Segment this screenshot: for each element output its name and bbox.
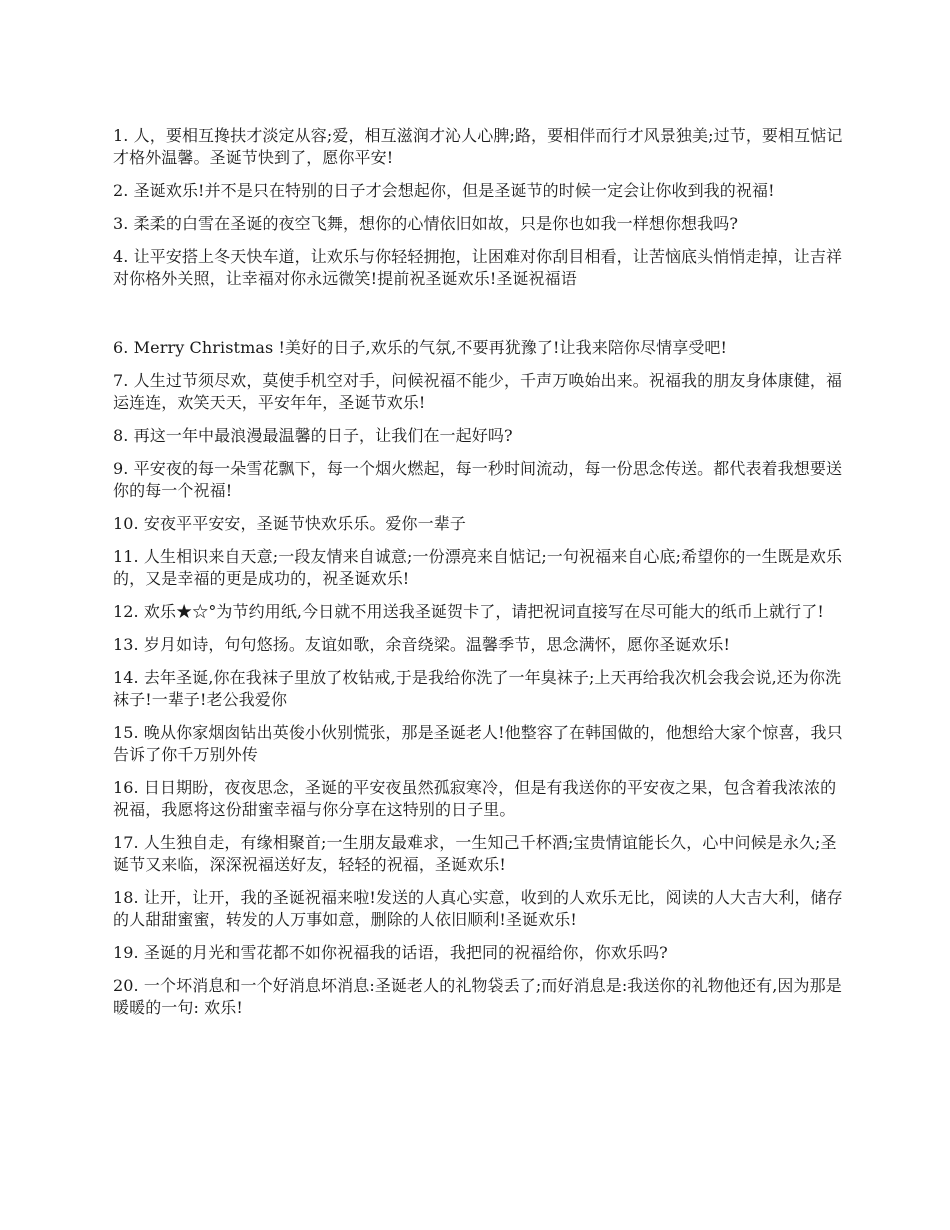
list-item: 17. 人生独自走，有缘相聚首;一生朋友最难求，一生知己千杯酒;宝贵情谊能长久，心中问候是永久;圣诞节又来临，深深祝福送好友，轻轻的祝福，圣诞欢乐! [113, 833, 837, 874]
list-item: 15. 晚从你家烟囱钻出英俊小伙别慌张，那是圣诞老人!他整容了在韩国做的，他想给大家个惊喜，我只告诉了你千万别外传 [113, 723, 843, 764]
list-item: 4. 让平安搭上冬天快车道，让欢乐与你轻轻拥抱，让困难对你刮目相看，让苦恼底头悄悄走掉，让吉祥对你格外关照，让幸福对你永远微笑!提前祝圣诞欢乐!圣诞祝福语 [113, 247, 843, 288]
list-item: 16. 日日期盼，夜夜思念，圣诞的平安夜虽然孤寂寒冷，但是有我送你的平安夜之果，包含着我浓浓的祝福，我愿将这份甜蜜幸福与你分享在这特别的日子里。 [113, 778, 837, 819]
list-item: 8. 再这一年中最浪漫最温馨的日子，让我们在一起好吗? [113, 426, 513, 445]
list-item: 7. 人生过节须尽欢，莫使手机空对手，问候祝福不能少，千声万唤始出来。祝福我的朋友身体康健，福运连连，欢笑天天，平安年年，圣诞节欢乐! [113, 371, 843, 412]
list-item: 13. 岁月如诗，句句悠扬。友谊如歌，余音绕梁。温馨季节，思念满怀，愿你圣诞欢乐! [113, 635, 731, 654]
list-item: 9. 平安夜的每一朵雪花飘下，每一个烟火燃起，每一秒时间流动，每一份思念传送。都代表着我想要送你的每一个祝福! [113, 459, 843, 500]
list-item: 11. 人生相识来自天意;一段友情来自诚意;一份漂亮来自惦记;一句祝福来自心底;希望你的一生既是欢乐的，又是幸福的更是成功的，祝圣诞欢乐! [113, 547, 843, 588]
list-item: 2. 圣诞欢乐!并不是只在特别的日子才会想起你，但是圣诞节的时候一定会让你收到我的祝福! [113, 181, 775, 200]
list-item: 10. 安夜平平安安，圣诞节快欢乐乐。爱你一辈子 [113, 514, 466, 533]
list-item: 14. 去年圣诞,你在我袜子里放了枚钻戒,于是我给你洗了一年臭袜子;上天再给我次机会我会说,还为你洗袜子!一辈子!老公我爱你 [113, 668, 842, 709]
list-item: 20. 一个坏消息和一个好消息坏消息:圣诞老人的礼物袋丢了;而好消息是:我送你的礼物他还有,因为那是暖暖的一句: 欢乐! [113, 976, 842, 1017]
list-item: 6. Merry Christmas !美好的日子,欢乐的气氛,不要再犹豫了!让我来陪你尽情享受吧! [113, 338, 728, 357]
list-item: 18. 让开，让开，我的圣诞祝福来啦!发送的人真心实意，收到的人欢乐无比，阅读的人大吉大利，储存的人甜甜蜜蜜，转发的人万事如意，删除的人依旧顺利!圣诞欢乐! [113, 888, 843, 929]
document-body [113, 125, 843, 1030]
list-item: 12. 欢乐★☆°为节约用纸,今日就不用送我圣诞贺卡了，请把祝词直接写在尽可能大的纸币上就行了! [113, 602, 824, 621]
list-item: 3. 柔柔的白雪在圣诞的夜空飞舞，想你的心情依旧如故，只是你也如我一样想你想我吗? [113, 214, 739, 233]
list-item: 19. 圣诞的月光和雪花都不如你祝福我的话语，我把同的祝福给你，你欢乐吗? [113, 943, 668, 962]
list-item: 1. 人，要相互搀扶才淡定从容;爱，相互滋润才沁人心脾;路，要相伴而行才风景独美;过节，要相互惦记才格外温馨。圣诞节快到了，愿你平安! [113, 126, 843, 167]
